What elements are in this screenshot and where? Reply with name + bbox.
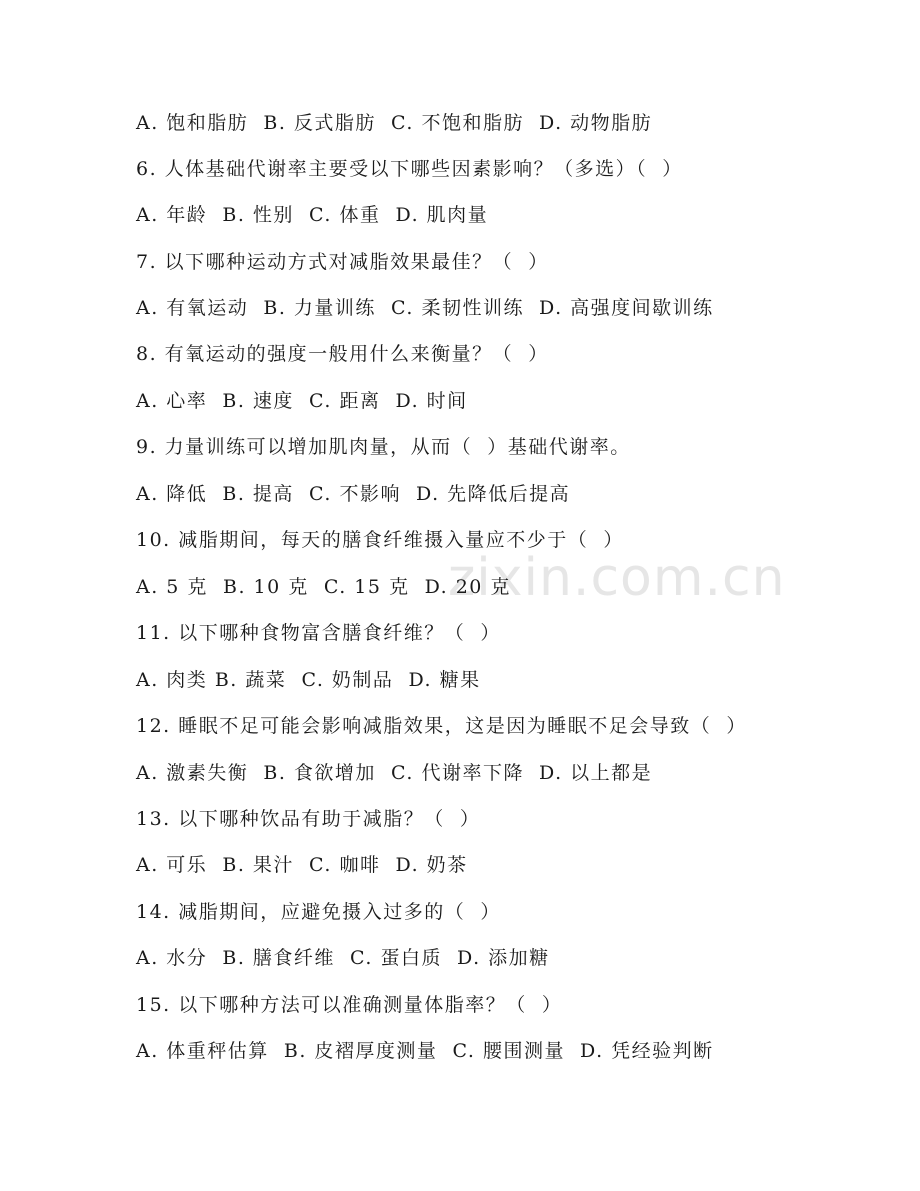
question-6: 6. 人体基础代谢率主要受以下哪些因素影响？（多选）（ ） <box>136 158 683 180</box>
options-q5: A. 饱和脂肪 B. 反式脂肪 C. 不饱和脂肪 D. 动物脂肪 <box>136 112 653 134</box>
options-q7: A. 有氧运动 B. 力量训练 C. 柔韧性训练 D. 高强度间歇训练 <box>136 297 714 319</box>
options-q11: A. 肉类 B. 蔬菜 C. 奶制品 D. 糖果 <box>136 669 481 691</box>
options-q8: A. 心率 B. 速度 C. 距离 D. 时间 <box>136 390 468 412</box>
options-q6: A. 年龄 B. 性别 C. 体重 D. 肌肉量 <box>136 204 489 226</box>
question-12: 12. 睡眠不足可能会影响减脂效果，这是因为睡眠不足会导致（ ） <box>136 715 747 737</box>
options-q15: A. 体重秤估算 B. 皮褶厚度测量 C. 腰围测量 D. 凭经验判断 <box>136 1040 714 1062</box>
options-q10: A. 5 克 B. 10 克 C. 15 克 D. 20 克 <box>136 576 511 598</box>
options-q13: A. 可乐 B. 果汁 C. 咖啡 D. 奶茶 <box>136 854 468 876</box>
options-q9: A. 降低 B. 提高 C. 不影响 D. 先降低后提高 <box>136 483 571 505</box>
question-10: 10. 减脂期间，每天的膳食纤维摄入量应不少于（ ） <box>136 529 624 551</box>
options-q14: A. 水分 B. 膳食纤维 C. 蛋白质 D. 添加糖 <box>136 947 550 969</box>
question-11: 11. 以下哪种食物富含膳食纤维？（ ） <box>136 622 501 644</box>
question-14: 14. 减脂期间，应避免摄入过多的（ ） <box>136 901 501 923</box>
question-15: 15. 以下哪种方法可以准确测量体脂率？（ ） <box>136 994 563 1016</box>
watermark: zixin.com.cn <box>448 548 786 608</box>
question-8: 8. 有氧运动的强度一般用什么来衡量？（ ） <box>136 343 549 365</box>
question-9: 9. 力量训练可以增加肌肉量，从而（ ）基础代谢率。 <box>136 436 631 458</box>
options-q12: A. 激素失衡 B. 食欲增加 C. 代谢率下降 D. 以上都是 <box>136 762 653 784</box>
question-13: 13. 以下哪种饮品有助于减脂？（ ） <box>136 808 481 830</box>
question-7: 7. 以下哪种运动方式对减脂效果最佳？（ ） <box>136 251 549 273</box>
